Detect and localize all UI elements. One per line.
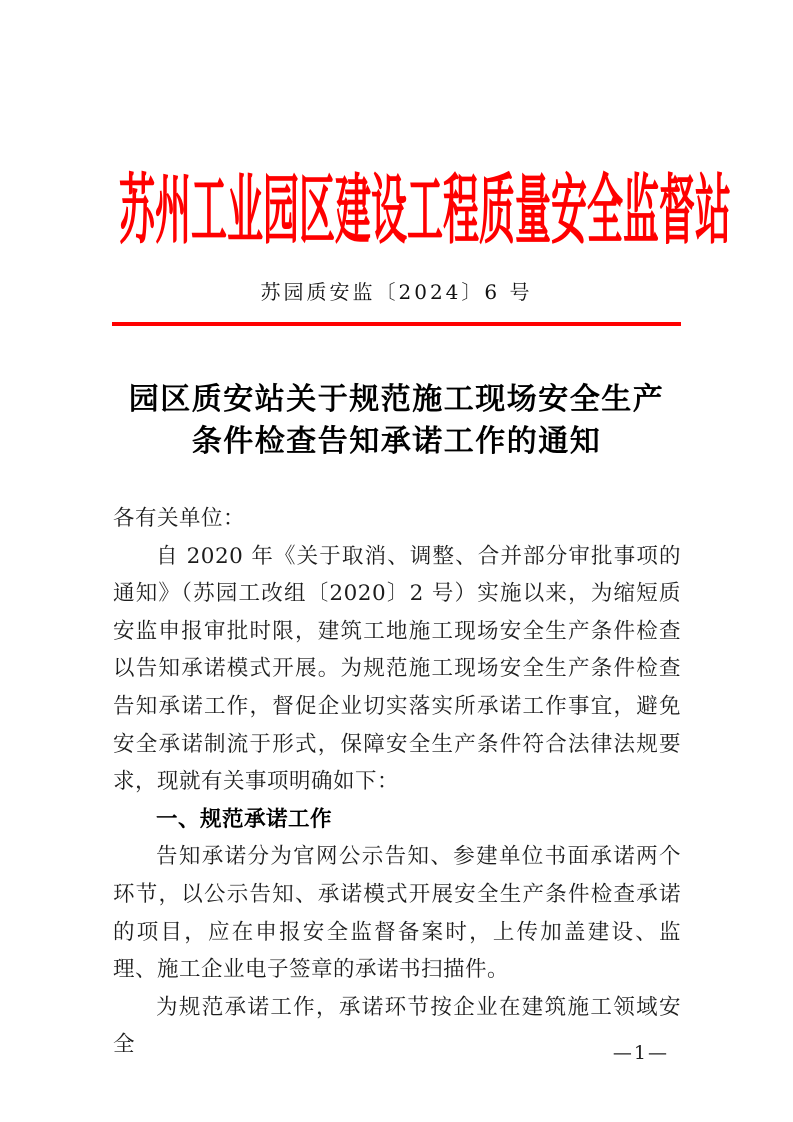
agency-letterhead [0, 150, 793, 255]
page-number: —1— [612, 1042, 669, 1064]
agency-title: 苏州工业园区建设工程质量安全监督站 [119, 165, 731, 255]
red-divider-rule [112, 322, 681, 326]
paragraph-commitment-process: 告知承诺分为官网公示告知、参建单位书面承诺两个环节，以公示告知、承诺模式开展安全生产条件检查承诺的项目，应在申报安全监督备案时，上传加盖建设、监理、施工企业电子签章的承诺书扫描件。 [113, 844, 681, 983]
paragraph-intro: 自 2020 年《关于取消、调整、合并部分审批事项的通知》（苏园工改组〔2020〕2 号）实施以来，为缩短质安监申报审批时限，建筑工地施工现场安全生产条件检查以告知承诺模式开展。为规范施工现场安全生产条件检查告知承诺工作，督促企业切实落实所承诺工作事宜，避免安全承诺制流于形式，保障安全生产条件符合法律法规要求，现就有关事项明确如下： [113, 543, 681, 795]
document-title-line2: 条件检查告知承诺工作的通知 [191, 424, 602, 459]
document-title-line1: 园区质安站关于规范施工现场安全生产 [128, 382, 665, 417]
paragraph-commitment-continued: 为规范承诺工作，承诺环节按企业在建筑施工领域安全 [113, 994, 681, 1058]
section-heading-1: 一、规范承诺工作 [156, 806, 333, 832]
doc-reference-number: 苏园质安监〔2024〕6 号 [260, 280, 533, 304]
document-body [113, 500, 681, 1064]
salutation: 各有关单位： [113, 506, 246, 531]
document-title [0, 379, 793, 463]
